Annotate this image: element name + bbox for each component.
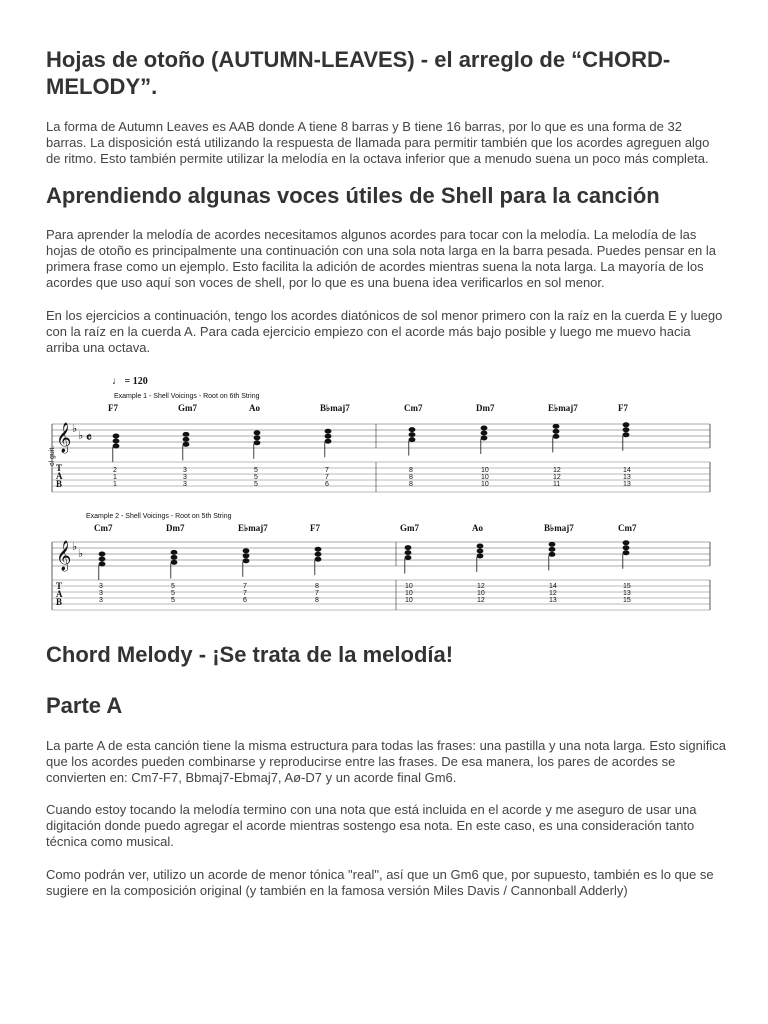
note-head [243, 553, 250, 558]
staff-2 [52, 540, 710, 610]
tab-label-letter: A [56, 589, 63, 599]
instrument-label: cl guit. [49, 445, 56, 466]
note-head [325, 429, 332, 434]
tab-number: 12 [549, 590, 557, 597]
tab-number: 7 [243, 583, 247, 590]
parte-a-paragraph-2: Cuando estoy tocando la melodía termino con una nota que está incluida en el acorde y me aseguro de usar una digitación donde puedo agregar el acorde mientras sostengo esa nota. En este caso, es una consideración tanto técnica como musical. [46, 802, 697, 849]
chord-symbols-1 [108, 403, 628, 413]
tab-number: 7 [325, 467, 329, 474]
tab-label-letter: A [56, 471, 63, 481]
tab-number: 3 [183, 481, 187, 488]
chord-symbol: B♭maj7 [320, 403, 350, 413]
tab-number: 13 [623, 481, 631, 488]
note-head [409, 432, 416, 437]
tab-number: 3 [99, 597, 103, 604]
note-head [254, 440, 261, 445]
tab-number: 1 [113, 474, 117, 481]
page-title: Hojas de otoño (AUTUMN-LEAVES) - el arreglo de “CHORD-MELODY”. [46, 47, 671, 99]
notation-example-2 [46, 506, 746, 614]
note-head [405, 550, 412, 555]
chord-symbols-2 [94, 523, 637, 533]
chord-symbol: Cm7 [404, 403, 423, 413]
note-head [113, 439, 120, 444]
tab-number: 1 [113, 481, 117, 488]
tab-number: 7 [325, 474, 329, 481]
tab-number: 10 [481, 474, 489, 481]
tab-number: 5 [171, 597, 175, 604]
tab-number: 13 [623, 590, 631, 597]
tab-number: 3 [183, 467, 187, 474]
note-head [549, 542, 556, 547]
tab-number: 10 [481, 481, 489, 488]
tab-number: 13 [549, 597, 557, 604]
note-head [623, 427, 630, 432]
tab-label-letter: B [56, 479, 63, 489]
note-head [623, 432, 630, 437]
chord-symbol: Cm7 [618, 523, 637, 533]
chord-symbol: Dm7 [166, 523, 185, 533]
tab-number: 15 [623, 583, 631, 590]
note-head [481, 436, 488, 441]
treble-clef-icon: 𝄞 [56, 423, 72, 452]
note-head [315, 547, 322, 552]
parte-a-paragraph-3: Como podrán ver, utilizo un acorde de menor tónica "real", así que un Gm6 que, por supuesto, también es lo que se sugiere en la composición original (y también en la famosa versión Miles Davis / Cannonball Adderly) [46, 867, 714, 898]
time-signature: 𝄴 [86, 430, 92, 445]
treble-clef-icon: 𝄞 [56, 541, 72, 570]
note-head [171, 550, 178, 555]
note-head [243, 548, 250, 553]
tab-number: 5 [254, 474, 258, 481]
tab-number: 10 [405, 597, 413, 604]
note-head [553, 424, 560, 429]
notation-example-1 [46, 368, 746, 498]
tab-number: 5 [254, 481, 258, 488]
tab-number: 7 [243, 590, 247, 597]
tab-label-letter: T [56, 581, 63, 591]
note-head [99, 557, 106, 562]
tab-number: 3 [99, 590, 103, 597]
tab-number: 5 [171, 583, 175, 590]
tab-staff-2 [52, 580, 710, 610]
tab-number: 8 [315, 597, 319, 604]
note-head [254, 430, 261, 435]
tab-number: 10 [405, 583, 413, 590]
intro-paragraph: La forma de Autumn Leaves es AAB donde A tiene 8 barras y B tiene 16 barras, por lo que es una forma de 32 barras. La disposición está utilizando la respuesta de llamada para permitir también que los acordes agreguen algo de ritmo. Esto también permite utilizar la melodía en la octava inferior que a menudo suena un poco más completa. [46, 119, 710, 166]
tab-number: 7 [315, 590, 319, 597]
note-head [623, 422, 630, 427]
note-head [243, 558, 250, 563]
note-head [553, 429, 560, 434]
tab-number: 15 [623, 597, 631, 604]
chord-symbol: Gm7 [400, 523, 419, 533]
flat-icon: ♭ [78, 548, 84, 560]
tab-number: 8 [409, 467, 413, 474]
note-head [549, 552, 556, 557]
note-head [623, 545, 630, 550]
tab-number: 5 [171, 590, 175, 597]
tab-number: 12 [553, 467, 561, 474]
tab-number: 6 [325, 481, 329, 488]
tab-number: 3 [183, 474, 187, 481]
shell-paragraph-2: En los ejercicios a continuación, tengo los acordes diatónicos de sol menor primero con la raíz en la cuerda E y luego con la raíz en la cuerda A. Para cada ejercicio empiezo con el acorde más bajo posible y luego me muevo hacia arriba una octava. [46, 308, 723, 355]
note-head [113, 434, 120, 439]
tab-number: 8 [409, 474, 413, 481]
tab-number: 12 [553, 474, 561, 481]
chord-symbol: Ao [472, 523, 483, 533]
chord-symbol: Dm7 [476, 403, 495, 413]
note-head [254, 435, 261, 440]
chord-symbol: F7 [310, 523, 320, 533]
note-head [325, 439, 332, 444]
chord-symbol: F7 [108, 403, 118, 413]
tab-number: 6 [243, 597, 247, 604]
note-head [183, 437, 190, 442]
note-head [315, 552, 322, 557]
tempo-mark: ♩ = 120 [112, 376, 148, 387]
tab-staff-1 [52, 462, 710, 492]
note-head [553, 434, 560, 439]
chord-symbol: B♭maj7 [544, 523, 574, 533]
note-head [171, 555, 178, 560]
note-head [325, 434, 332, 439]
note-head [481, 431, 488, 436]
note-head [113, 444, 120, 449]
staff-1 [52, 422, 710, 492]
note-head [409, 427, 416, 432]
tab-number: 10 [481, 467, 489, 474]
tab-number: 13 [623, 474, 631, 481]
tab-number: 12 [477, 583, 485, 590]
shell-paragraph-1: Para aprender la melodía de acordes necesitamos algunos acordes para tocar con la melodía. La melodía de las hojas de otoño es principalmente una continuación con una sola nota larga en la barra pesada. Puedes pensar en la primera frase como un ejemplo. Esto facilita la adición de acordes mientras suena la nota larga. La mayoría de los acordes que uso aquí son voces de shell, por lo que es una buena idea verificarlos en sol menor. [46, 227, 716, 290]
tab-number: 8 [315, 583, 319, 590]
chord-symbol: E♭maj7 [238, 523, 268, 533]
tab-label-letter: B [56, 597, 63, 607]
section-heading-shell-voicings: Aprendiendo algunas voces útiles de Shell para la canción [46, 183, 660, 208]
example-2-caption: Example 2 - Shell Voicings - Root on 5th String [86, 513, 232, 520]
tab-number: 10 [405, 590, 413, 597]
note-head [183, 432, 190, 437]
note-head [623, 550, 630, 555]
tab-number: 11 [553, 481, 561, 488]
note-head [481, 426, 488, 431]
note-head [99, 552, 106, 557]
note-head [405, 545, 412, 550]
note-head [409, 437, 416, 442]
tab-number: 5 [254, 467, 258, 474]
flat-icon: ♭ [72, 541, 78, 553]
note-head [623, 540, 630, 545]
tab-number: 12 [477, 597, 485, 604]
section-heading-parte-a: Parte A [46, 693, 123, 718]
chord-symbol: Gm7 [178, 403, 197, 413]
tab-label-letter: T [56, 463, 63, 473]
tab-numbers-1 [113, 467, 631, 488]
tab-number: 14 [623, 467, 631, 474]
chord-symbol: Cm7 [94, 523, 113, 533]
parte-a-paragraph-1: La parte A de esta canción tiene la misma estructura para todas las frases: una pastilla y una nota larga. Esto significa que los acordes pueden combinarse y reproducirse entre las frases. De esa manera, los pares de acordes se convierten en: Cm7-F7, Bbmaj7-Ebmaj7, Aø-D7 y un acorde final Gm6. [46, 738, 726, 785]
note-head [549, 547, 556, 552]
section-heading-chord-melody: Chord Melody - ¡Se trata de la melodía! [46, 642, 454, 667]
note-head [477, 554, 484, 559]
chord-symbol: F7 [618, 403, 628, 413]
note-head [477, 549, 484, 554]
note-head [315, 557, 322, 562]
chord-symbol: Ao [249, 403, 260, 413]
tab-number: 2 [113, 467, 117, 474]
flat-icon: ♭ [72, 423, 78, 435]
note-head [405, 555, 412, 560]
tab-number: 14 [549, 583, 557, 590]
tab-number: 8 [409, 481, 413, 488]
note-head [171, 560, 178, 565]
chord-symbol: E♭maj7 [548, 403, 578, 413]
note-head [99, 562, 106, 567]
note-head [477, 544, 484, 549]
example-1-caption: Example 1 - Shell Voicings - Root on 6th String [114, 393, 260, 400]
note-head [183, 442, 190, 447]
flat-icon: ♭ [78, 430, 84, 442]
tab-number: 3 [99, 583, 103, 590]
tab-number: 10 [477, 590, 485, 597]
